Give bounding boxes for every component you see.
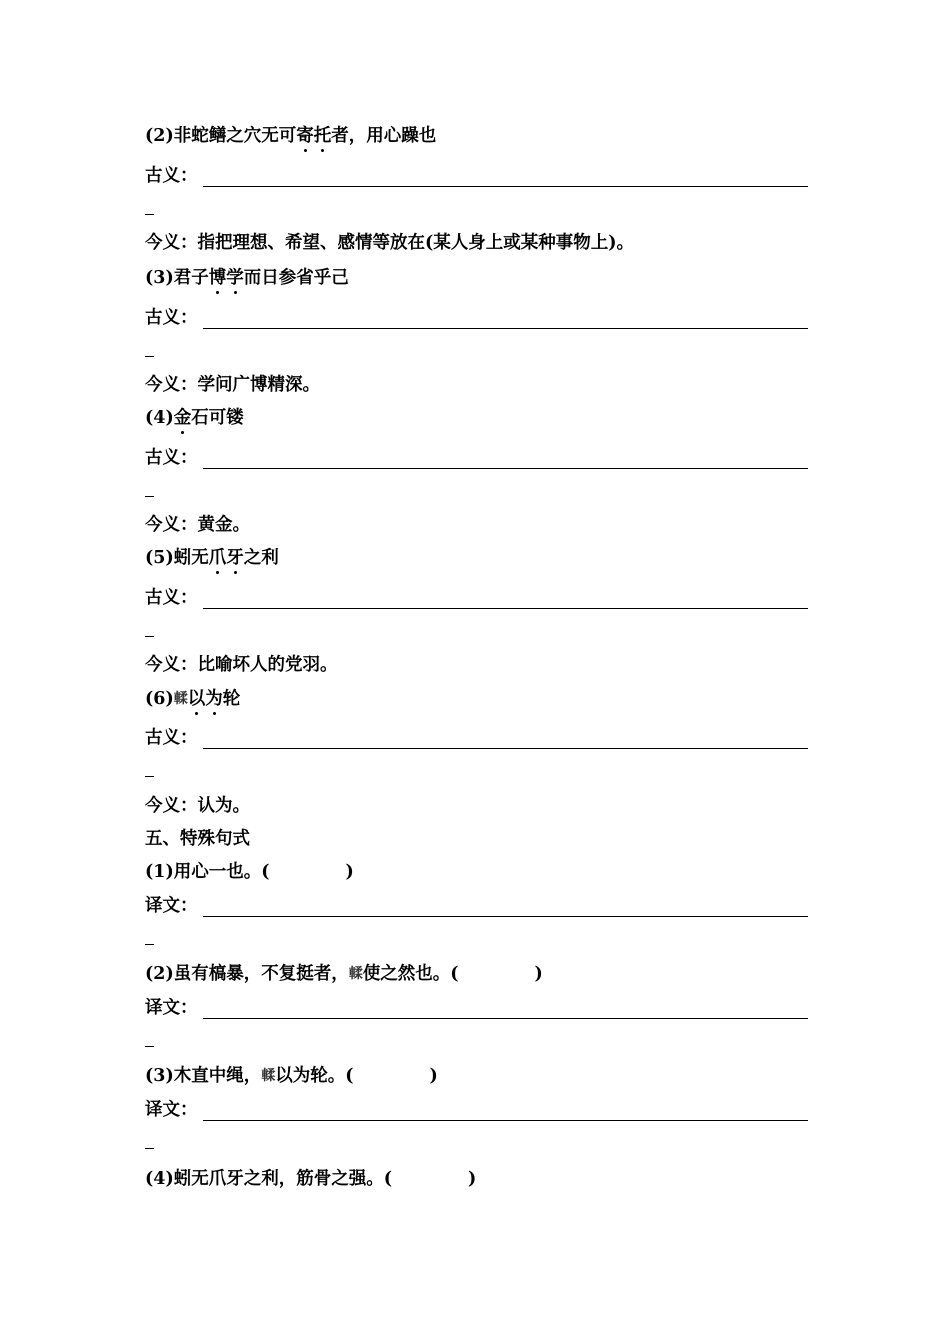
jin-label: 今义： xyxy=(145,375,198,395)
answer-blank[interactable] xyxy=(203,328,808,329)
s2-yi-row[interactable] xyxy=(145,996,808,1024)
blank-continuation xyxy=(145,776,154,777)
answer-blank[interactable] xyxy=(203,1120,808,1121)
yi-label: 译文： xyxy=(145,896,198,916)
blank-continuation xyxy=(145,636,154,637)
blank-continuation xyxy=(145,214,154,215)
q4-jin xyxy=(145,513,250,537)
s1-close-paren: ) xyxy=(345,862,354,882)
q4-jin-text: 黄金。 xyxy=(197,515,250,535)
q5-jin xyxy=(145,653,338,677)
gu-label: 古义： xyxy=(145,448,198,468)
s4-text: (4)蚓无爪牙之利，筋骨之强。( xyxy=(145,1169,393,1189)
jin-label: 今义： xyxy=(145,796,198,816)
gu-label: 古义： xyxy=(145,728,198,748)
q5-suffix: 之利 xyxy=(243,548,279,568)
s2-rare-char: 輮 xyxy=(348,966,363,982)
sentence-1 xyxy=(145,860,354,884)
yi-label: 译文： xyxy=(145,998,198,1018)
q2-suffix: 者，用心躁也 xyxy=(331,126,437,146)
q3-jin xyxy=(145,373,320,397)
s3-close-paren: ) xyxy=(429,1066,438,1086)
question-2 xyxy=(145,124,436,148)
q6-dotted-char-2: 为 xyxy=(205,689,223,709)
q6-rare-char: 輮 xyxy=(173,691,188,707)
q6-suffix: 轮 xyxy=(222,689,241,709)
jin-label: 今义： xyxy=(145,655,198,675)
sentence-4 xyxy=(145,1167,476,1191)
blank-continuation xyxy=(145,1148,154,1149)
s4-close-paren: ) xyxy=(468,1169,477,1189)
section-title: 五、特殊句式 xyxy=(145,829,250,849)
answer-blank[interactable] xyxy=(203,186,808,187)
answer-blank[interactable] xyxy=(203,916,808,917)
q3-prefix: (3)君子 xyxy=(145,268,209,288)
gu-label: 古义： xyxy=(145,166,198,186)
blank-continuation xyxy=(145,356,154,357)
blank-continuation xyxy=(145,1046,154,1047)
answer-blank[interactable] xyxy=(203,1018,808,1019)
q5-jin-text: 比喻坏人的党羽。 xyxy=(197,655,338,675)
q2-jin-text: 指把理想、希望、感情等放在(某人身上或某种事物上)。 xyxy=(197,233,635,253)
blank-continuation xyxy=(145,944,154,945)
s2-text: (2)虽有槁暴，不复挺者， xyxy=(145,964,349,984)
q6-jin-text: 认为。 xyxy=(197,796,250,816)
s2-rest: 使之然也。( xyxy=(362,964,459,984)
q5-prefix: (5)蚓无 xyxy=(145,548,209,568)
answer-blank[interactable] xyxy=(203,468,808,469)
q4-prefix: (4) xyxy=(145,408,174,428)
q3-suffix: 而日参省乎己 xyxy=(243,268,349,288)
q6-jin xyxy=(145,794,250,818)
sentence-2 xyxy=(145,962,543,986)
q3-gu-row[interactable] xyxy=(145,306,808,334)
gu-label: 古义： xyxy=(145,588,198,608)
q4-gu-row[interactable] xyxy=(145,446,808,474)
q4-suffix: 石可镂 xyxy=(191,408,244,428)
q5-dotted-char-1: 爪 xyxy=(208,548,227,568)
q6-prefix: (6) xyxy=(145,689,174,709)
q3-dotted-char-2: 学 xyxy=(226,268,244,288)
q2-jin xyxy=(145,231,634,255)
question-4 xyxy=(145,406,244,430)
blank-continuation xyxy=(145,496,154,497)
q2-prefix: (2)非蛇鳝之穴无可 xyxy=(145,126,297,146)
q6-dotted-char-1: 以 xyxy=(187,689,206,709)
gu-label: 古义： xyxy=(145,308,198,328)
s3-yi-row[interactable] xyxy=(145,1098,808,1126)
q3-jin-text: 学问广博精深。 xyxy=(197,375,320,395)
s2-close-paren: ) xyxy=(534,964,543,984)
sentence-3 xyxy=(145,1064,438,1088)
s3-rare-char: 輮 xyxy=(261,1068,276,1084)
answer-blank[interactable] xyxy=(203,608,808,609)
question-5 xyxy=(145,546,279,570)
q4-dotted-char-1: 金 xyxy=(173,408,192,428)
q6-gu-row[interactable] xyxy=(145,726,808,754)
q5-gu-row[interactable] xyxy=(145,586,808,614)
answer-blank[interactable] xyxy=(203,748,808,749)
jin-label: 今义： xyxy=(145,515,198,535)
q2-dotted-char-2: 托 xyxy=(313,126,332,146)
q2-gu-row[interactable] xyxy=(145,164,808,192)
s1-yi-row[interactable] xyxy=(145,894,808,922)
q2-dotted-char-1: 寄 xyxy=(296,126,314,146)
jin-label: 今义： xyxy=(145,233,198,253)
q5-dotted-char-2: 牙 xyxy=(226,548,244,568)
yi-label: 译文： xyxy=(145,1100,198,1120)
s3-rest: 以为轮。( xyxy=(275,1066,354,1086)
s1-text: (1)用心一也。( xyxy=(145,862,270,882)
q3-dotted-char-1: 博 xyxy=(208,268,227,288)
question-6 xyxy=(145,687,240,711)
s3-text: (3)木直中绳， xyxy=(145,1066,262,1086)
question-3 xyxy=(145,266,349,290)
